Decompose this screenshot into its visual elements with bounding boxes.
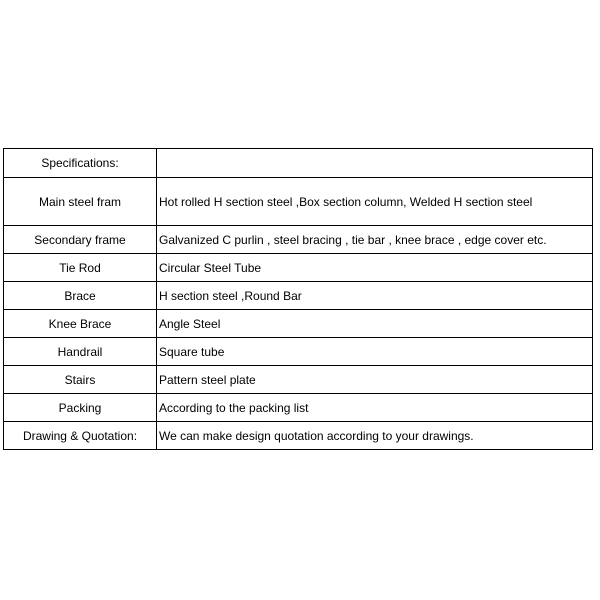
header-value xyxy=(157,149,593,178)
row-value: Pattern steel plate xyxy=(157,366,593,394)
row-value: According to the packing list xyxy=(157,394,593,422)
row-value: Circular Steel Tube xyxy=(157,254,593,282)
row-label: Stairs xyxy=(4,366,157,394)
table-row-packing xyxy=(4,394,593,422)
row-label: Main steel fram xyxy=(4,178,157,226)
table-row-handrail xyxy=(4,338,593,366)
row-label: Tie Rod xyxy=(4,254,157,282)
table-row-drawing-quotation xyxy=(4,422,593,450)
row-value: Hot rolled H section steel ,Box section column, Welded H section steel xyxy=(157,178,593,226)
row-label: Handrail xyxy=(4,338,157,366)
table-row-knee-brace xyxy=(4,310,593,338)
row-label: Packing xyxy=(4,394,157,422)
row-value: Square tube xyxy=(157,338,593,366)
table-row-brace xyxy=(4,282,593,310)
row-value: We can make design quotation according to your drawings. xyxy=(157,422,593,450)
row-label: Drawing & Quotation: xyxy=(4,422,157,450)
table-row-stairs xyxy=(4,366,593,394)
specifications-table xyxy=(3,148,593,450)
table-row-secondary-frame xyxy=(4,226,593,254)
table-row-tie-rod xyxy=(4,254,593,282)
table-header-row xyxy=(4,149,593,178)
row-label: Brace xyxy=(4,282,157,310)
table-row-main-steel-frame xyxy=(4,178,593,226)
row-value: Angle Steel xyxy=(157,310,593,338)
row-value: Galvanized C purlin , steel bracing , tie bar , knee brace , edge cover etc. xyxy=(157,226,593,254)
header-label: Specifications: xyxy=(4,149,157,178)
row-label: Knee Brace xyxy=(4,310,157,338)
row-label: Secondary frame xyxy=(4,226,157,254)
row-value: H section steel ,Round Bar xyxy=(157,282,593,310)
